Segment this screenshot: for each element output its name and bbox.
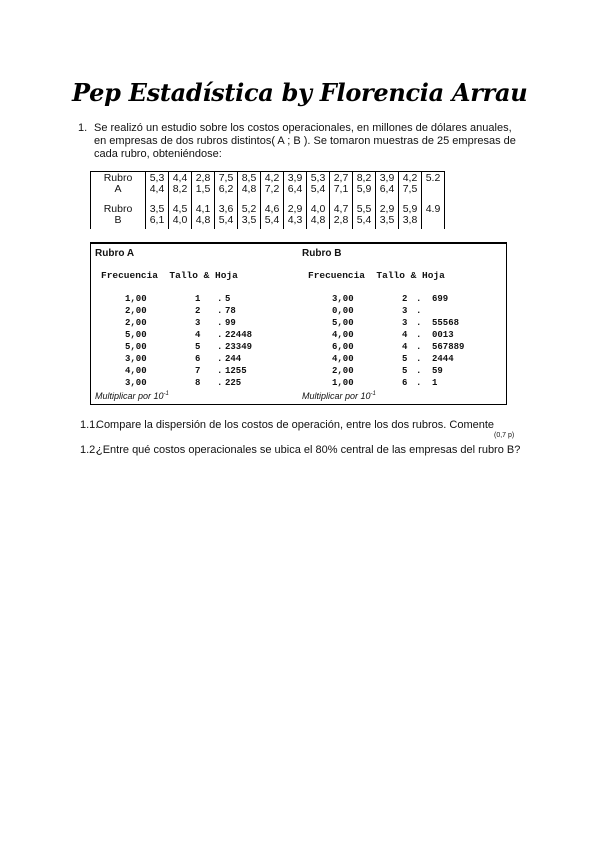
stem-leaf-leaf: 699 — [432, 294, 449, 304]
stem-leaf-stem: 1 — [195, 294, 201, 304]
stem-leaf-leaf: 5 — [225, 294, 231, 304]
stem-leaf-freq: 4,00 — [332, 354, 354, 364]
table-cell — [146, 198, 169, 229]
cell-value: 6,1 — [149, 214, 165, 226]
stem-leaf-leaf: 22448 — [225, 330, 253, 340]
table-cell — [238, 172, 261, 199]
stem-leaf-separator: . — [416, 354, 422, 364]
data-table — [90, 171, 445, 229]
stem-leaf-leaf: 567889 — [432, 342, 465, 352]
stem-leaf-freq: 1,00 — [332, 378, 354, 388]
stem-leaf-freq: 2,00 — [125, 306, 147, 316]
table-cell — [307, 172, 330, 199]
stem-leaf-separator: . — [217, 378, 223, 388]
stem-leaf-separator: . — [217, 330, 223, 340]
cell-value: 3,9 — [287, 172, 303, 184]
stem-leaf-separator: . — [217, 366, 223, 376]
stem-leaf-row — [302, 306, 445, 318]
cell-value: 3,9 — [379, 172, 395, 184]
table-cell — [422, 198, 445, 229]
stem-leaf-stem: 4 — [195, 330, 201, 340]
stem-leaf-separator: . — [416, 378, 422, 388]
stem-leaf-stem: 4 — [402, 342, 408, 352]
stem-leaf-freq: 2,00 — [125, 318, 147, 328]
cell-value: 8,5 — [241, 172, 257, 184]
cell-value: 4,8 — [310, 214, 326, 226]
table-cell — [376, 172, 399, 199]
table-cell — [284, 198, 307, 229]
cell-value: 4,5 — [172, 203, 188, 215]
question-text: Se realizó un estudio sobre los costos operacionales, en millones de dólares anuales, en empresas de dos rubros distintos( A ; B ). Se tomaron muestras de 25 empresas de cada rubro, obteniéndose: — [94, 122, 516, 160]
stem-leaf-stem: 3 — [402, 306, 408, 316]
cell-value: 6,4 — [287, 183, 303, 195]
cell-value: 2,8 — [333, 214, 349, 226]
table-cell — [261, 198, 284, 229]
table-cell — [169, 198, 192, 229]
stem-leaf-rubro-b — [302, 248, 465, 390]
cell-value: 5,9 — [402, 203, 418, 215]
stem-leaf-title: Rubro B — [302, 248, 342, 259]
stem-leaf-leaf: 244 — [225, 354, 242, 364]
stem-leaf-freq: 0,00 — [332, 306, 354, 316]
page-title: Pep Estadística by Florencia Arrau — [72, 78, 528, 107]
stem-leaf-separator: . — [416, 330, 422, 340]
cell-value: 6,2 — [218, 183, 234, 195]
cell-value: 5,3 — [149, 172, 165, 184]
stem-leaf-row — [302, 294, 449, 306]
cell-value: 7,1 — [333, 183, 349, 195]
cell-value: 4,4 — [149, 183, 165, 195]
stem-leaf-stem: 2 — [402, 294, 408, 304]
stem-leaf-freq: 4,00 — [332, 330, 354, 340]
stem-leaf-row — [95, 330, 253, 342]
stem-leaf-stem: 2 — [195, 306, 201, 316]
table-cell — [422, 172, 445, 199]
cell-value: 1,5 — [195, 183, 211, 195]
multiplier-note: Multiplicar por $10^{-1}$ — [302, 391, 376, 401]
cell-value: 5.2 — [425, 172, 441, 184]
table-cell — [169, 172, 192, 199]
table-cell — [284, 172, 307, 199]
cell-value: 6,4 — [379, 183, 395, 195]
question-number: 1. — [78, 122, 88, 134]
stem-leaf-row — [302, 378, 445, 390]
cell-value: 3,6 — [218, 203, 234, 215]
stem-leaf-row — [95, 318, 238, 330]
table-cell — [261, 172, 284, 199]
stem-leaf-freq: 5,00 — [125, 330, 147, 340]
stem-leaf-row — [95, 378, 242, 390]
cell-value: 7,5 — [218, 172, 234, 184]
stem-leaf-leaf: 1255 — [225, 366, 247, 376]
stem-leaf-leaf: 78 — [225, 306, 236, 316]
table-cell — [146, 172, 169, 199]
stem-leaf-leaf: 0013 — [432, 330, 454, 340]
points-note: (0,7 p) — [494, 432, 515, 439]
stem-leaf-stem: 3 — [195, 318, 201, 328]
stem-leaf-leaf: 55568 — [432, 318, 460, 328]
stem-leaf-separator: . — [416, 318, 422, 328]
stem-leaf-row — [302, 318, 460, 330]
stem-leaf-leaf: 2444 — [432, 354, 454, 364]
stem-leaf-rows — [302, 294, 465, 390]
table-cell — [399, 198, 422, 229]
cell-value: 5,4 — [356, 214, 372, 226]
stem-leaf-leaf: 59 — [432, 366, 443, 376]
cell-value: 4,4 — [172, 172, 188, 184]
stem-leaf-row — [95, 306, 238, 318]
stem-leaf-separator: . — [416, 366, 422, 376]
stem-leaf-separator: . — [217, 306, 223, 316]
table-cell — [215, 198, 238, 229]
stem-leaf-leaf: 99 — [225, 318, 236, 328]
stem-leaf-freq: 4,00 — [125, 366, 147, 376]
cell-value: 4,3 — [287, 214, 303, 226]
stem-leaf-stem: 6 — [402, 378, 408, 388]
table-cell — [192, 198, 215, 229]
stem-leaf-row — [95, 342, 253, 354]
stem-leaf-separator: . — [416, 294, 422, 304]
cell-value: 5,4 — [264, 214, 280, 226]
stem-leaf-separator: . — [217, 354, 223, 364]
cell-value: 4,8 — [195, 214, 211, 226]
cell-value: 4,0 — [172, 214, 188, 226]
cell-value: 4.9 — [425, 203, 441, 215]
stem-leaf-stem: 8 — [195, 378, 201, 388]
question-number: 1.1. — [80, 419, 99, 431]
cell-value: 2,8 — [195, 172, 211, 184]
cell-value: 4,2 — [264, 172, 280, 184]
stem-leaf-leaf: 225 — [225, 378, 242, 388]
table-cell — [215, 172, 238, 199]
multiplier-note: Multiplicar por $10^{-1}$ — [95, 391, 169, 401]
stem-leaf-freq: 3,00 — [125, 378, 147, 388]
stem-leaf-freq: 5,00 — [332, 318, 354, 328]
cell-value: 3,5 — [241, 214, 257, 226]
cell-value: 5,4 — [310, 183, 326, 195]
question-text: ¿Entre qué costos operacionales se ubica el 80% central de las empresas del rubro B? — [96, 444, 521, 456]
stem-leaf-freq: 5,00 — [125, 342, 147, 352]
cell-value: 4,7 — [333, 203, 349, 215]
stem-leaf-stem: 3 — [402, 318, 408, 328]
table-cell — [192, 172, 215, 199]
table-cell — [376, 198, 399, 229]
table-cell — [353, 198, 376, 229]
cell-value: 5,5 — [356, 203, 372, 215]
stem-leaf-stem: 5 — [402, 366, 408, 376]
table-cell — [399, 172, 422, 199]
stem-leaf-rubro-a — [95, 248, 253, 390]
stem-leaf-rows — [95, 294, 253, 390]
cell-value: 7,2 — [264, 183, 280, 195]
cell-value: 5,2 — [241, 203, 257, 215]
question-number: 1.2. — [80, 444, 99, 456]
question-text: Compare la dispersión de los costos de operación, entre los dos rubros. Comente — [96, 419, 495, 431]
stem-leaf-separator: . — [217, 342, 223, 352]
stem-leaf-header: Frecuencia Tallo & Hoja — [101, 270, 238, 281]
cell-value: 7,5 — [402, 183, 418, 195]
stem-leaf-stem: 4 — [402, 330, 408, 340]
cell-value: 5,9 — [356, 183, 372, 195]
cell-value: 2,9 — [287, 203, 303, 215]
rubro-b-label: Rubro B — [91, 198, 146, 229]
stem-leaf-leaf: 1 — [432, 378, 438, 388]
rubro-a-label: Rubro A — [91, 172, 146, 199]
stem-leaf-freq: 3,00 — [332, 294, 354, 304]
stem-leaf-stem: 6 — [195, 354, 201, 364]
stem-leaf-separator: . — [217, 318, 223, 328]
table-row-rubro-a — [91, 172, 445, 199]
stem-leaf-row — [95, 294, 238, 306]
stem-leaf-separator: . — [416, 306, 422, 316]
table-cell — [353, 172, 376, 199]
cell-value: 4,1 — [195, 203, 211, 215]
cell-value: 8,2 — [172, 183, 188, 195]
stem-leaf-stem: 7 — [195, 366, 201, 376]
cell-value: 3,5 — [149, 203, 165, 215]
stem-leaf-leaf: 23349 — [225, 342, 253, 352]
cell-value: 4,8 — [241, 183, 257, 195]
stem-leaf-row — [302, 366, 445, 378]
table-cell — [330, 172, 353, 199]
stem-leaf-row — [95, 354, 242, 366]
stem-leaf-stem: 5 — [402, 354, 408, 364]
table-cell — [330, 198, 353, 229]
stem-leaf-panel — [90, 242, 507, 405]
table-row-rubro-b — [91, 198, 445, 229]
table-cell — [238, 198, 261, 229]
cell-value: 3,5 — [379, 214, 395, 226]
cell-value: 5,4 — [218, 214, 234, 226]
stem-leaf-freq: 1,00 — [125, 294, 147, 304]
stem-leaf-separator: . — [416, 342, 422, 352]
stem-leaf-row — [95, 366, 247, 378]
cell-value: 4,0 — [310, 203, 326, 215]
table-cell — [307, 198, 330, 229]
stem-leaf-separator: . — [217, 294, 223, 304]
stem-leaf-freq: 6,00 — [332, 342, 354, 352]
cell-value: 4,2 — [402, 172, 418, 184]
cell-value: 3,8 — [402, 214, 418, 226]
cell-value: 5,3 — [310, 172, 326, 184]
cell-value: 8,2 — [356, 172, 372, 184]
cell-value: 2,7 — [333, 172, 349, 184]
stem-leaf-freq: 3,00 — [125, 354, 147, 364]
stem-leaf-row — [302, 342, 465, 354]
stem-leaf-freq: 2,00 — [332, 366, 354, 376]
stem-leaf-stem: 5 — [195, 342, 201, 352]
stem-leaf-title: Rubro A — [95, 248, 135, 259]
stem-leaf-row — [302, 354, 454, 366]
cell-value: 2,9 — [379, 203, 395, 215]
cell-value: 4,6 — [264, 203, 280, 215]
stem-leaf-header: Frecuencia Tallo & Hoja — [308, 270, 445, 281]
stem-leaf-row — [302, 330, 454, 342]
